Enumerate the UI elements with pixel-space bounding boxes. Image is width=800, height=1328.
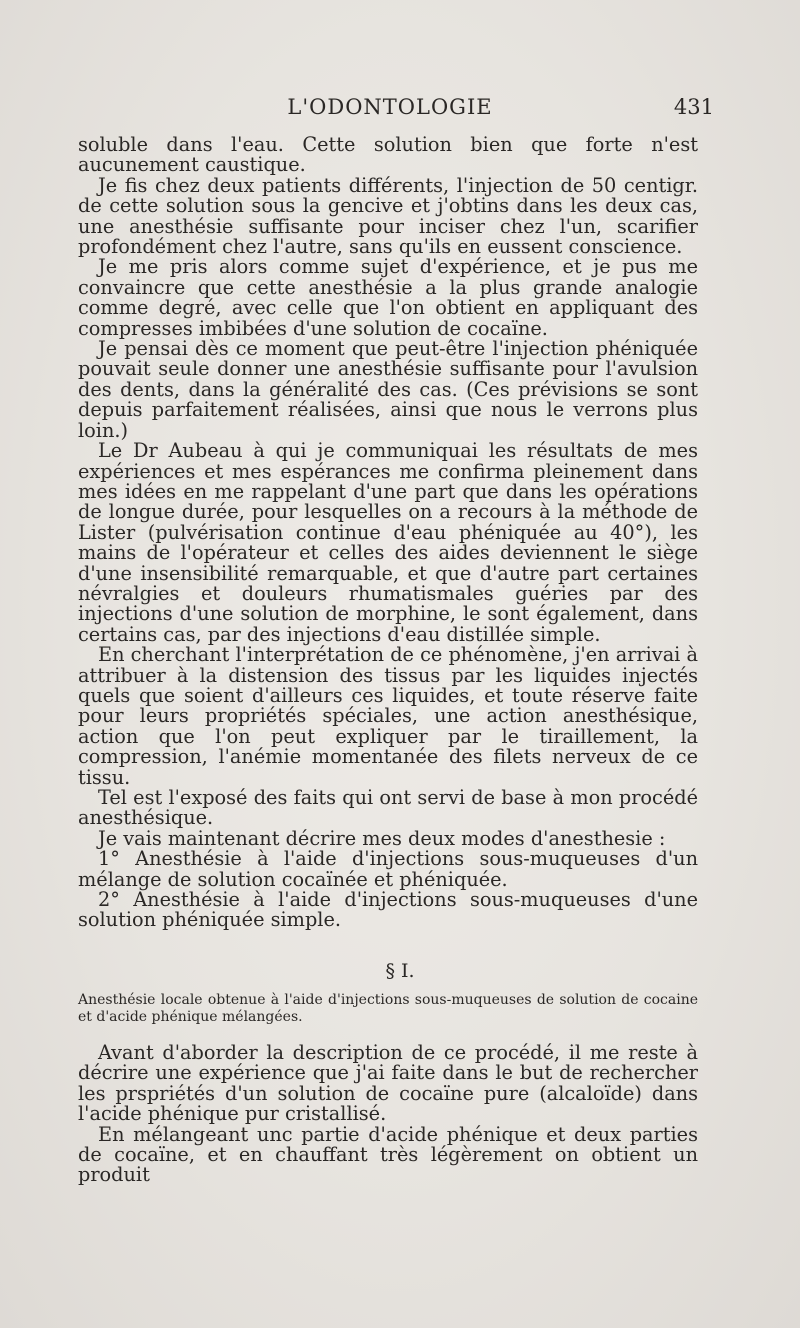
paragraph: Tel est l'exposé des faits qui ont servi de base à mon procédé anesthésique. [78, 786, 698, 830]
page-header [0, 95, 800, 123]
running-title: L'ODONTOLOGIE [287, 95, 493, 119]
section-mark: § I. [385, 960, 415, 982]
paragraph: Je pensai dès ce moment que peut-être l'injection phéniquée pouvait seule donner une anesthésie suffisante pour l'avulsion des dents, dans la généralité des cas. (Ces prévisions se sont depuis parfaitement réalisées, ainsi que nous le verrons plus loin.) [78, 337, 698, 442]
paragraph: Je fis chez deux patients différents, l'injection de 50 centigr. de cette solution sous la gencive et j'obtins dans les deux cas, une anesthésie suffisante pour inciser chez l'un, scarifier profondément chez l'autre, sans qu'ils en eussent conscience. [78, 173, 698, 259]
section-caption-text: Anesthésie locale obtenue à l'aide d'injections sous-muqueuses de solution de cocaine et d'acide phénique mélangées. [78, 992, 698, 1025]
paragraph: soluble dans l'eau. Cette solution bien que forte n'est aucunement caustique. [78, 133, 698, 177]
body-text [78, 135, 698, 931]
paragraph: Je me pris alors comme sujet d'expérience, et je pus me convaincre que cette anesthésie a la plus grande analogie comme degré, avec celle que l'on obtient en appliquant des compresses imbibées d'une solution de cocaïne. [78, 255, 698, 340]
paragraph: En cherchant l'interprétation de ce phénomène, j'en arrivai à attribuer à la distension des tissus par les liquides injectés quels que soient d'ailleurs ces liquides, et toute réserve faite pour leurs propriétés spéciales, une action anesthésique, action que l'on peut expliquer par le tiraillement, la compression, l'anémie momentanée des filets nerveux de ce tissu. [78, 643, 698, 789]
paragraph: Je vais maintenant décrire mes deux modes d'anesthesie : [98, 826, 666, 850]
paragraph: Avant d'aborder la description de ce procédé, il me reste à décrire une expérience que j'ai faite dans le but de rechercher les prspriétés d'un solution de cocaïne pure (alcaloïde) dans l'acide phénique pur cristallisé. [78, 1041, 698, 1126]
list-item: 2° Anesthésie à l'aide d'injections sous-muqueuses d'une solution phéniquée simple. [78, 888, 698, 932]
page-number: 431 [673, 95, 714, 119]
paragraph: Le Dr Aubeau à qui je communiquai les résultats de mes expériences et mes espérances me confirma pleinement dans mes idées en me rappelant d'une part que dans les opérations de longue durée, pour lesquelles on a recours à la méthode de Lister (pulvérisation continue d'eau phéniquée au 40°), les mains de l'opérateur et celles des aides deviennent le siège d'une insensibilité remarquable, et que d'autre part certaines névralgies et douleurs rhumatismales guéries par des injections d'une solution de morphine, le sont également, dans certains cas, par des injections d'eau distillée simple. [78, 439, 698, 646]
list-item: 1° Anesthésie à l'aide d'injections sous-muqueuses d'un mélange de solution cocaïnée et phéniquée. [78, 847, 698, 891]
section-caption [78, 992, 698, 1026]
paragraph: En mélangeant unc partie d'acide phénique et deux parties de cocaïne, et en chauffant très légèrement on obtient un produit [78, 1122, 698, 1187]
body-text-continued [78, 1043, 698, 1186]
